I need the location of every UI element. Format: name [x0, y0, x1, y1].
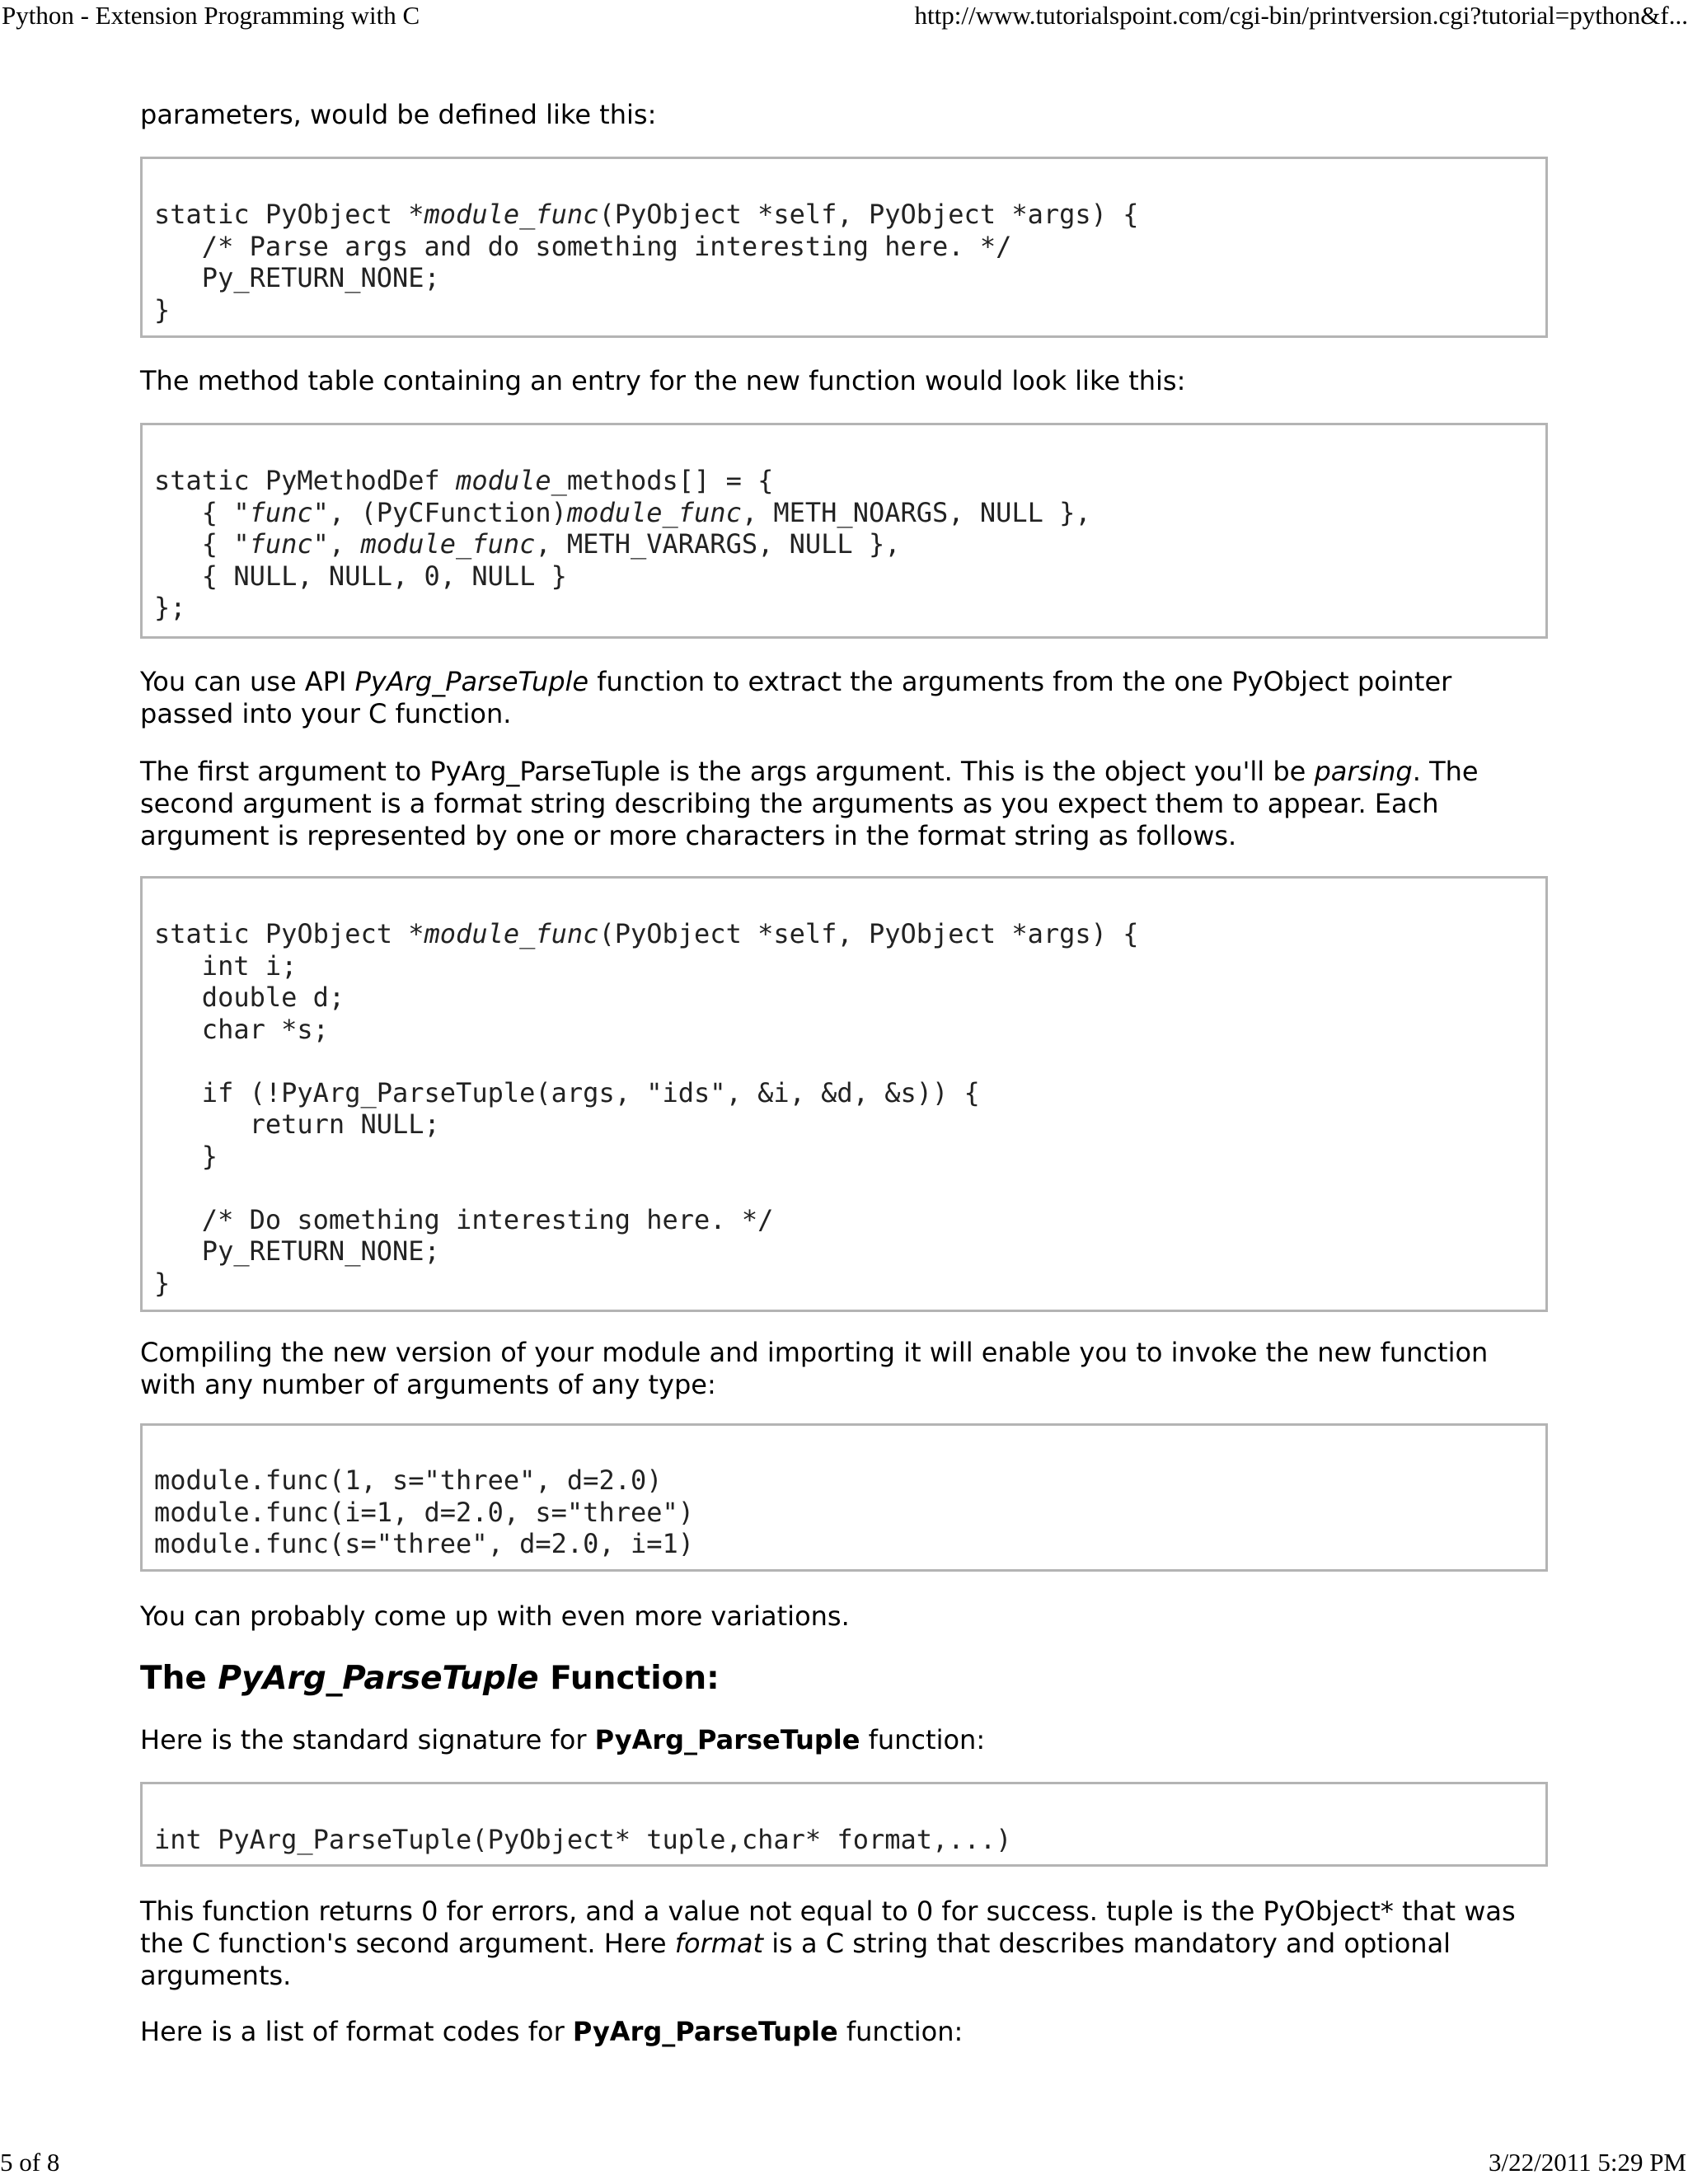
code-block-parse-example — [140, 876, 1548, 1312]
code-line: } — [154, 1267, 171, 1299]
code-line: { "func", (PyCFunction)module_func, METH_NOARGS, NULL }, — [154, 496, 1091, 528]
paragraph-parsetuple-api: You can use API PyArg_ParseTuple function to extract the arguments from the one PyObject pointer passed into your C function. — [140, 666, 1452, 729]
code-line: char *s; — [154, 1013, 329, 1045]
code-line: } — [154, 293, 171, 326]
paragraph-format-codes-intro: Here is a list of format codes for PyArg_ParseTuple function: — [140, 2016, 964, 2047]
code-line: static PyObject *module_func(PyObject *self, PyObject *args) { — [154, 918, 1139, 949]
section-heading-parsetuple: The PyArg_ParseTuple Function: — [140, 1660, 720, 1697]
code-line: int PyArg_ParseTuple(PyObject* tuple,char* format,...) — [154, 1824, 1012, 1855]
paragraph-signature-intro: Here is the standard signature for PyArg_ParseTuple function: — [140, 1724, 986, 1755]
code-line: double d; — [154, 982, 345, 1013]
code-line: static PyObject *module_func(PyObject *self, PyObject *args) { — [154, 199, 1139, 230]
code-line: { NULL, NULL, 0, NULL } — [154, 560, 567, 592]
paragraph-first-argument: The first argument to PyArg_ParseTuple is the args argument. This is the object you'll be parsing. The second argument is a format string describing the arguments as you expect them to appear. Each argument is represented by one or more characters in the format string as follows. — [140, 756, 1479, 851]
code-line: module.func(s="three", d=2.0, i=1) — [154, 1528, 695, 1559]
code-line: } — [154, 1140, 218, 1172]
code-line: }; — [154, 592, 186, 623]
code-line: if (!PyArg_ParseTuple(args, "ids", &i, &d, &s)) { — [154, 1076, 980, 1108]
code-block-method-table — [140, 423, 1548, 639]
paragraph-variations: You can probably come up with even more variations. — [140, 1601, 850, 1632]
print-footer-timestamp: 3/22/2011 5:29 PM — [1489, 2148, 1686, 2177]
code-line: module.func(1, s="three", d=2.0) — [154, 1465, 663, 1496]
print-footer-page-number: 5 of 8 — [0, 2148, 60, 2177]
code-line: /* Parse args and do something interesting here. */ — [154, 230, 1012, 262]
paragraph-compiling: Compiling the new version of your module and importing it will enable you to invoke the new function with any number of arguments of any type: — [140, 1337, 1489, 1400]
code-line: return NULL; — [154, 1108, 440, 1140]
paragraph-method-table: The method table containing an entry for the new function would look like this: — [140, 365, 1186, 396]
code-line: static PyMethodDef module_methods[] = { — [154, 465, 774, 496]
paragraph-intro: parameters, would be defined like this: — [140, 99, 657, 130]
code-line: Py_RETURN_NONE; — [154, 1235, 440, 1267]
code-line: Py_RETURN_NONE; — [154, 262, 440, 293]
code-block-invocations — [140, 1423, 1548, 1572]
code-block-module-func — [140, 157, 1548, 338]
code-block-signature — [140, 1782, 1548, 1867]
code-line: /* Do something interesting here. */ — [154, 1203, 774, 1235]
code-line: { "func", module_func, METH_VARARGS, NULL }, — [154, 528, 901, 560]
print-header-url: http://www.tutorialspoint.com/cgi-bin/printversion.cgi?tutorial=python&f... — [914, 1, 1688, 30]
paragraph-return-value: This function returns 0 for errors, and a value not equal to 0 for success. tuple is the PyObject* that was the C function's second argument. Here format is a C string that describes mandatory and optional arguments. — [140, 1896, 1516, 1991]
code-line: module.func(i=1, d=2.0, s="three") — [154, 1496, 695, 1528]
print-header-title: Python - Extension Programming with C — [2, 1, 420, 30]
code-line: int i; — [154, 949, 298, 982]
